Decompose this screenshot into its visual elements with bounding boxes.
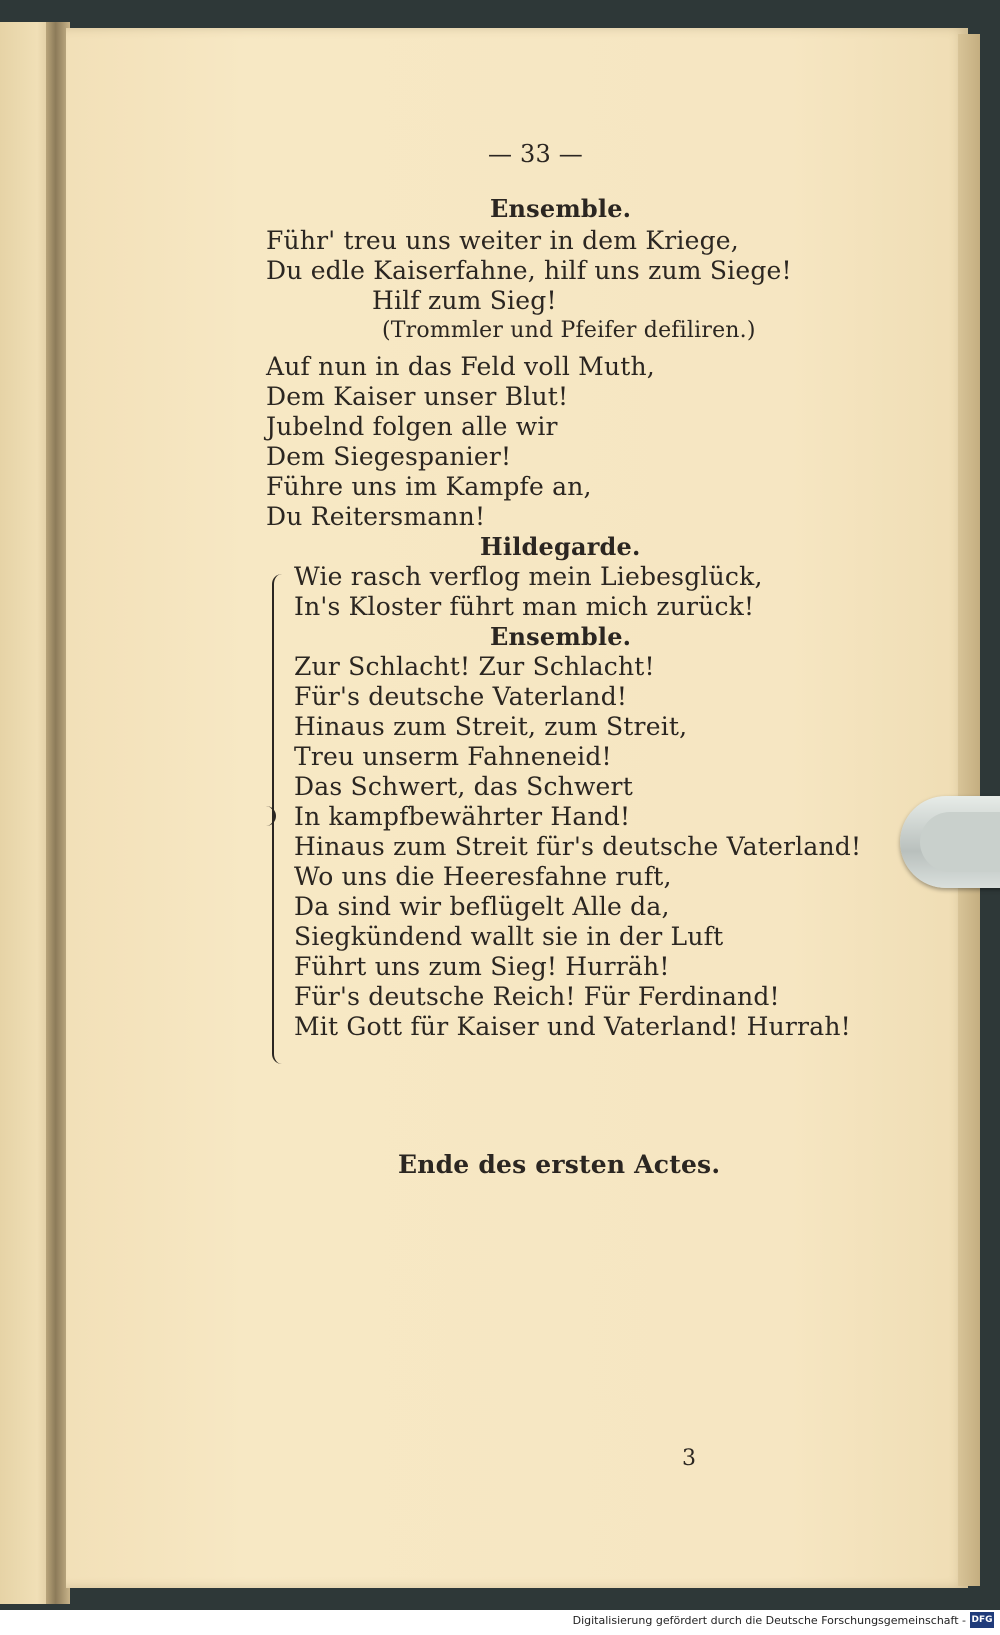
verse-line: Du Reitersmann!	[266, 502, 486, 531]
verse-line: In's Kloster führt man mich zurück!	[294, 592, 755, 621]
speaker-heading: Ensemble.	[490, 194, 632, 223]
verse-line: Hilf zum Sieg!	[372, 286, 557, 315]
paper-clip-inner	[920, 812, 1000, 872]
act-ending: Ende des ersten Actes.	[398, 1150, 721, 1179]
verse-line: Da sind wir beflügelt Alle da,	[294, 892, 670, 921]
verse-line: Das Schwert, das Schwert	[294, 772, 633, 801]
verse-line: Hinaus zum Streit, zum Streit,	[294, 712, 688, 741]
dfg-logo-icon: DFG	[970, 1612, 994, 1628]
speaker-heading: Hildegarde.	[480, 532, 641, 561]
stage-direction: (Trommler und Pfeifer defiliren.)	[382, 318, 756, 343]
verse-line: Hinaus zum Streit für's deutsche Vaterland!	[294, 832, 862, 861]
signature-mark: 3	[682, 1446, 697, 1471]
verse-line: Siegkündend wallt sie in der Luft	[294, 922, 724, 951]
verse-line: In kampfbewährter Hand!	[294, 802, 631, 831]
verse-line: Führ' treu uns weiter in dem Kriege,	[266, 226, 739, 255]
verse-line: Jubelnd folgen alle wir	[266, 412, 558, 441]
verse-line: Für's deutsche Vaterland!	[294, 682, 628, 711]
verse-line: Du edle Kaiserfahne, hilf uns zum Siege!	[266, 256, 792, 285]
verse-line: Treu unserm Fahneneid!	[294, 742, 612, 771]
footer-credit: Digitalisierung gefördert durch die Deutsche Forschungsgemeinschaft -	[572, 1614, 966, 1627]
verse-line: Wie rasch verflog mein Liebesglück,	[294, 562, 763, 591]
verse-line: Für's deutsche Reich! Für Ferdinand!	[294, 982, 780, 1011]
verse-line: Wo uns die Heeresfahne ruft,	[294, 862, 672, 891]
verse-line: Dem Siegespanier!	[266, 442, 512, 471]
verse-line: Auf nun in das Feld voll Muth,	[266, 352, 655, 381]
verse-line: Dem Kaiser unser Blut!	[266, 382, 569, 411]
page-number: — 33 —	[488, 140, 583, 168]
verse-line: Zur Schlacht! Zur Schlacht!	[294, 652, 655, 681]
speaker-heading: Ensemble.	[490, 622, 632, 651]
verse-line: Führe uns im Kampfe an,	[266, 472, 592, 501]
verse-line: Mit Gott für Kaiser und Vaterland! Hurrah!	[294, 1012, 851, 1041]
verse-line: Führt uns zum Sieg! Hurräh!	[294, 952, 670, 981]
